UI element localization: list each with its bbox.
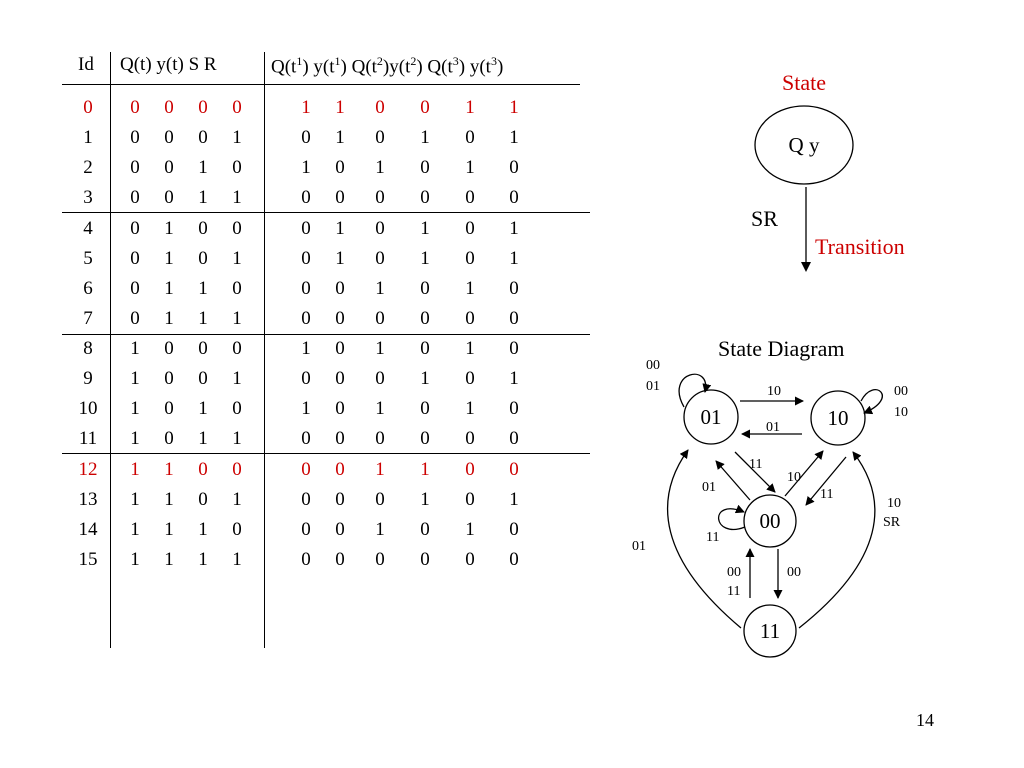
row-output-cell: 0 bbox=[301, 458, 311, 480]
row-input-cell: 0 bbox=[198, 488, 208, 510]
state-diagram-title: State Diagram bbox=[718, 336, 845, 361]
row-output-cell: 1 bbox=[465, 338, 475, 360]
edge-label: 00 bbox=[894, 384, 908, 399]
row-output-cell: 1 bbox=[509, 247, 519, 269]
row-output-cell: 0 bbox=[420, 277, 430, 299]
row-input-cell: 0 bbox=[198, 97, 208, 118]
row-input-cell: 0 bbox=[164, 187, 174, 209]
edge-label: 11 bbox=[706, 530, 720, 545]
row-input-cell: 0 bbox=[130, 97, 140, 118]
state-diagram bbox=[600, 350, 940, 670]
row-output-cell: 1 bbox=[465, 97, 475, 118]
edge-label: 11 bbox=[749, 457, 763, 472]
loop-00 bbox=[719, 509, 745, 530]
row-output-cell: 0 bbox=[335, 518, 345, 540]
row-output-cell: 1 bbox=[301, 97, 311, 118]
row-input-cell: 0 bbox=[130, 187, 140, 209]
row-input-cell: 1 bbox=[130, 398, 140, 420]
row-input-cell: 0 bbox=[164, 338, 174, 360]
header-inputs: Q(t) y(t) S R bbox=[120, 54, 217, 75]
edge-label: 00 bbox=[646, 358, 660, 373]
row-input-cell: 0 bbox=[198, 338, 208, 360]
row-id-cell: 15 bbox=[78, 548, 98, 570]
edge-00-to-01 bbox=[716, 461, 750, 500]
header-rule bbox=[62, 84, 580, 85]
row-output-cell: 1 bbox=[335, 97, 345, 118]
row-input-cell: 1 bbox=[164, 518, 174, 540]
row-output-cell: 0 bbox=[420, 307, 430, 329]
row-input-cell: 1 bbox=[164, 247, 174, 269]
row-output-cell: 0 bbox=[375, 307, 385, 329]
row-input-cell: 1 bbox=[164, 307, 174, 329]
row-input-cell: 0 bbox=[164, 428, 174, 450]
row-output-cell: 0 bbox=[375, 187, 385, 209]
row-id-cell: 2 bbox=[83, 157, 93, 179]
row-output-cell: 1 bbox=[375, 458, 385, 480]
row-output-cell: 0 bbox=[420, 518, 430, 540]
row-output-cell: 0 bbox=[375, 97, 385, 118]
row-input-cell: 0 bbox=[232, 518, 242, 540]
row-id-cell: 1 bbox=[83, 127, 93, 149]
row-output-cell: 0 bbox=[509, 428, 519, 450]
row-output-cell: 0 bbox=[375, 428, 385, 450]
row-output-cell: 0 bbox=[335, 428, 345, 450]
row-input-cell: 1 bbox=[164, 277, 174, 299]
column-divider-1 bbox=[110, 52, 111, 648]
row-output-cell: 0 bbox=[335, 398, 345, 420]
row-output-cell: 0 bbox=[301, 187, 311, 209]
row-output-cell: 1 bbox=[509, 217, 519, 239]
edge-label: 01 bbox=[766, 420, 780, 435]
row-output-cell: 0 bbox=[375, 247, 385, 269]
row-output-cell: 0 bbox=[509, 157, 519, 179]
row-input-cell: 0 bbox=[198, 247, 208, 269]
edge-label: 10 bbox=[787, 470, 801, 485]
row-input-cell: 0 bbox=[130, 217, 140, 239]
row-output-cell: 0 bbox=[375, 217, 385, 239]
row-output-cell: 1 bbox=[335, 247, 345, 269]
row-input-cell: 1 bbox=[164, 458, 174, 480]
row-output-cell: 0 bbox=[420, 428, 430, 450]
row-output-cell: 0 bbox=[509, 338, 519, 360]
row-output-cell: 1 bbox=[375, 338, 385, 360]
edge-label: 11 bbox=[727, 584, 741, 599]
row-output-cell: 0 bbox=[509, 187, 519, 209]
row-output-cell: 0 bbox=[375, 127, 385, 149]
row-output-cell: 0 bbox=[509, 548, 519, 570]
row-output-cell: 0 bbox=[465, 217, 475, 239]
row-id-cell: 13 bbox=[78, 488, 98, 510]
row-output-cell: 0 bbox=[465, 548, 475, 570]
row-input-cell: 1 bbox=[130, 338, 140, 360]
row-output-cell: 0 bbox=[301, 368, 311, 390]
state-label-10: 10 bbox=[827, 406, 849, 430]
column-divider-2 bbox=[264, 52, 265, 648]
state-label-11: 11 bbox=[759, 619, 781, 643]
row-input-cell: 1 bbox=[198, 548, 208, 570]
row-output-cell: 0 bbox=[335, 368, 345, 390]
row-input-cell: 1 bbox=[198, 307, 208, 329]
row-output-cell: 1 bbox=[420, 247, 430, 269]
row-input-cell: 0 bbox=[164, 127, 174, 149]
legend-node-label: Q y bbox=[788, 133, 820, 157]
row-output-cell: 1 bbox=[509, 368, 519, 390]
row-input-cell: 1 bbox=[198, 277, 208, 299]
row-input-cell: 1 bbox=[130, 488, 140, 510]
row-output-cell: 0 bbox=[301, 428, 311, 450]
row-output-cell: 0 bbox=[420, 187, 430, 209]
edge-label: 01 bbox=[646, 379, 660, 394]
edge-label: 00 bbox=[727, 565, 741, 580]
row-id-cell: 7 bbox=[83, 307, 93, 329]
row-output-cell: 1 bbox=[509, 488, 519, 510]
row-input-cell: 1 bbox=[130, 428, 140, 450]
row-input-cell: 1 bbox=[164, 548, 174, 570]
row-id-cell: 8 bbox=[83, 338, 93, 360]
edge-label: 01 bbox=[632, 539, 646, 554]
row-output-cell: 0 bbox=[301, 307, 311, 329]
row-input-cell: 0 bbox=[232, 338, 242, 360]
row-input-cell: 1 bbox=[164, 217, 174, 239]
row-output-cell: 0 bbox=[465, 127, 475, 149]
edge-11-to-10 bbox=[799, 452, 875, 628]
row-input-cell: 1 bbox=[232, 187, 242, 209]
row-input-cell: 1 bbox=[130, 548, 140, 570]
row-output-cell: 0 bbox=[301, 277, 311, 299]
row-output-cell: 0 bbox=[420, 548, 430, 570]
row-input-cell: 0 bbox=[232, 217, 242, 239]
row-id-cell: 12 bbox=[78, 458, 98, 480]
edge-label: 11 bbox=[820, 487, 834, 502]
legend-state-label: State bbox=[782, 70, 826, 95]
row-output-cell: 1 bbox=[375, 277, 385, 299]
row-output-cell: 0 bbox=[301, 217, 311, 239]
group-rule-1 bbox=[62, 212, 590, 213]
row-id-cell: 9 bbox=[83, 368, 93, 390]
row-input-cell: 0 bbox=[232, 458, 242, 480]
group-rule-3 bbox=[62, 453, 590, 454]
row-input-cell: 1 bbox=[232, 127, 242, 149]
legend-transition-label: Transition bbox=[815, 234, 905, 259]
row-input-cell: 1 bbox=[130, 458, 140, 480]
row-input-cell: 1 bbox=[232, 307, 242, 329]
row-input-cell: 1 bbox=[164, 488, 174, 510]
row-output-cell: 0 bbox=[335, 277, 345, 299]
row-output-cell: 0 bbox=[335, 187, 345, 209]
row-output-cell: 0 bbox=[465, 488, 475, 510]
row-output-cell: 1 bbox=[420, 458, 430, 480]
row-output-cell: 1 bbox=[375, 398, 385, 420]
page-number: 14 bbox=[916, 710, 934, 730]
edge-label: 01 bbox=[702, 480, 716, 495]
row-output-cell: 0 bbox=[420, 398, 430, 420]
row-input-cell: 0 bbox=[130, 157, 140, 179]
row-input-cell: 0 bbox=[130, 247, 140, 269]
row-output-cell: 0 bbox=[420, 338, 430, 360]
row-id-cell: 4 bbox=[83, 217, 93, 239]
row-output-cell: 0 bbox=[335, 458, 345, 480]
header-id: Id bbox=[78, 54, 94, 75]
row-output-cell: 0 bbox=[335, 157, 345, 179]
row-input-cell: 0 bbox=[198, 368, 208, 390]
row-output-cell: 0 bbox=[465, 307, 475, 329]
edge-label: SR bbox=[883, 515, 901, 530]
row-input-cell: 0 bbox=[232, 398, 242, 420]
row-input-cell: 0 bbox=[198, 458, 208, 480]
row-input-cell: 0 bbox=[198, 217, 208, 239]
edge-label: 10 bbox=[767, 384, 781, 399]
row-input-cell: 0 bbox=[164, 368, 174, 390]
row-output-cell: 0 bbox=[465, 458, 475, 480]
row-output-cell: 0 bbox=[420, 157, 430, 179]
row-input-cell: 0 bbox=[232, 157, 242, 179]
row-output-cell: 0 bbox=[420, 97, 430, 118]
row-output-cell: 0 bbox=[465, 428, 475, 450]
state-label-00: 00 bbox=[759, 509, 781, 533]
row-output-cell: 0 bbox=[375, 548, 385, 570]
row-output-cell: 1 bbox=[375, 157, 385, 179]
row-output-cell: 1 bbox=[465, 518, 475, 540]
row-input-cell: 1 bbox=[198, 428, 208, 450]
row-output-cell: 1 bbox=[301, 157, 311, 179]
row-input-cell: 0 bbox=[164, 157, 174, 179]
row-output-cell: 0 bbox=[301, 518, 311, 540]
row-input-cell: 0 bbox=[130, 127, 140, 149]
row-input-cell: 1 bbox=[198, 518, 208, 540]
row-output-cell: 0 bbox=[301, 488, 311, 510]
row-input-cell: 0 bbox=[130, 307, 140, 329]
state-label-01: 01 bbox=[700, 405, 722, 429]
row-input-cell: 0 bbox=[232, 277, 242, 299]
row-output-cell: 0 bbox=[509, 398, 519, 420]
row-output-cell: 0 bbox=[335, 488, 345, 510]
row-output-cell: 0 bbox=[301, 127, 311, 149]
row-input-cell: 0 bbox=[232, 97, 242, 118]
edge-label: 10 bbox=[894, 405, 908, 420]
row-id-cell: 5 bbox=[83, 247, 93, 269]
row-output-cell: 0 bbox=[509, 307, 519, 329]
row-input-cell: 1 bbox=[130, 368, 140, 390]
row-output-cell: 0 bbox=[509, 518, 519, 540]
header-next-states: $Q(t^1)$ $y(t^1)$ $Q(t^2)y(t^2)$ $Q(t^3)$ $y(t^3)$ bbox=[271, 54, 504, 78]
row-output-cell: 0 bbox=[375, 368, 385, 390]
row-output-cell: 1 bbox=[465, 277, 475, 299]
row-id-cell: 6 bbox=[83, 277, 93, 299]
row-output-cell: 1 bbox=[420, 127, 430, 149]
row-output-cell: 1 bbox=[335, 127, 345, 149]
row-input-cell: 0 bbox=[164, 97, 174, 118]
row-input-cell: 0 bbox=[130, 277, 140, 299]
row-output-cell: 1 bbox=[465, 157, 475, 179]
row-output-cell: 0 bbox=[465, 247, 475, 269]
row-output-cell: 1 bbox=[509, 127, 519, 149]
row-input-cell: 1 bbox=[198, 398, 208, 420]
row-output-cell: 0 bbox=[335, 307, 345, 329]
row-id-cell: 0 bbox=[83, 97, 93, 118]
row-id-cell: 14 bbox=[78, 518, 98, 540]
row-output-cell: 1 bbox=[465, 398, 475, 420]
row-output-cell: 1 bbox=[509, 97, 519, 118]
row-output-cell: 0 bbox=[301, 548, 311, 570]
row-output-cell: 0 bbox=[301, 247, 311, 269]
row-output-cell: 1 bbox=[420, 488, 430, 510]
row-output-cell: 0 bbox=[335, 338, 345, 360]
loop-01 bbox=[679, 374, 706, 407]
row-id-cell: 3 bbox=[83, 187, 93, 209]
row-input-cell: 0 bbox=[164, 398, 174, 420]
group-rule-2 bbox=[62, 334, 590, 335]
row-output-cell: 0 bbox=[375, 488, 385, 510]
row-output-cell: 1 bbox=[420, 368, 430, 390]
row-input-cell: 1 bbox=[130, 518, 140, 540]
row-id-cell: 11 bbox=[78, 428, 98, 450]
edge-label: 10 bbox=[887, 496, 901, 511]
row-input-cell: 1 bbox=[198, 187, 208, 209]
row-input-cell: 1 bbox=[232, 548, 242, 570]
row-output-cell: 0 bbox=[335, 548, 345, 570]
row-input-cell: 1 bbox=[198, 157, 208, 179]
row-input-cell: 0 bbox=[198, 127, 208, 149]
row-input-cell: 1 bbox=[232, 488, 242, 510]
row-input-cell: 1 bbox=[232, 247, 242, 269]
row-input-cell: 1 bbox=[232, 368, 242, 390]
row-output-cell: 1 bbox=[301, 398, 311, 420]
row-id-cell: 10 bbox=[78, 398, 98, 420]
edge-label: 00 bbox=[787, 565, 801, 580]
row-output-cell: 1 bbox=[375, 518, 385, 540]
row-output-cell: 1 bbox=[301, 338, 311, 360]
row-input-cell: 1 bbox=[232, 428, 242, 450]
row-output-cell: 1 bbox=[335, 217, 345, 239]
row-output-cell: 0 bbox=[509, 277, 519, 299]
row-output-cell: 0 bbox=[465, 368, 475, 390]
row-output-cell: 0 bbox=[465, 187, 475, 209]
row-output-cell: 1 bbox=[420, 217, 430, 239]
row-output-cell: 0 bbox=[509, 458, 519, 480]
legend-input-label: SR bbox=[751, 206, 778, 231]
